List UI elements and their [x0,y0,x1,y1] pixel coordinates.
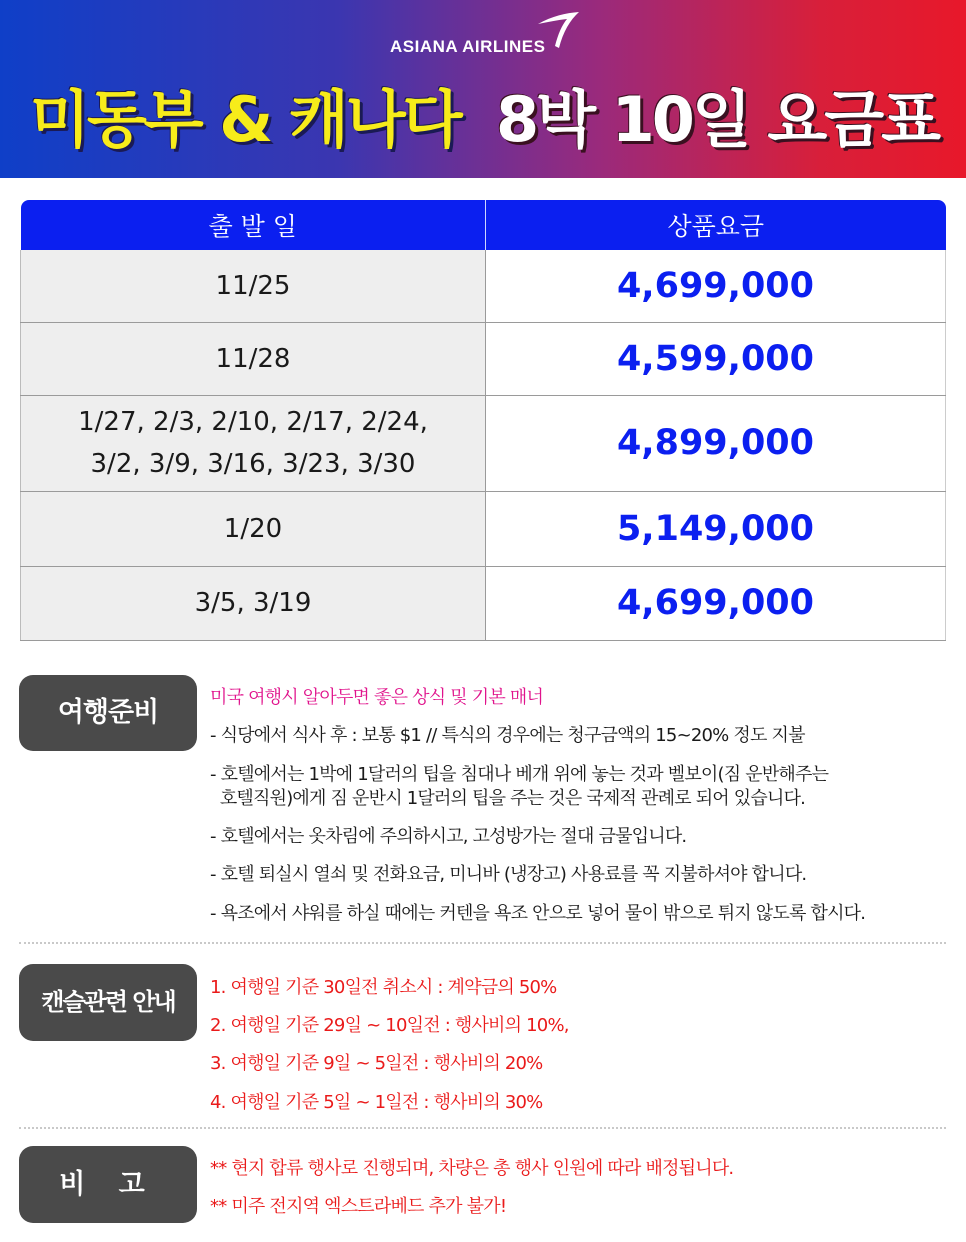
product-price: 4,599,000 [486,322,946,395]
header-banner [0,0,966,178]
price-table-header [21,200,946,250]
departure-date [21,395,486,491]
travel-prep-item: - 호텔에서는 1박에 1달러의 팁을 침대나 베개 위에 놓는 것과 벨보이(짐 운반해주는 [210,764,829,785]
product-price: 4,899,000 [486,395,946,491]
travel-prep-subtitle: 미국 여행시 알아두면 좋은 상식 및 기본 매너 [210,687,544,708]
table-row [21,491,946,566]
page-title-destination: 미동부 & 캐나다 [30,83,460,156]
departure-date [21,566,486,640]
page-title-duration: 8박 10일 요금표 [496,83,939,156]
travel-prep-item: - 욕조에서 샤워를 하실 때에는 커텐을 욕조 안으로 넣어 물이 밖으로 튀지 않도록 합시다. [210,903,866,924]
departure-date-text: 3/5, 3/19 [194,588,312,618]
departure-date-text: 1/27, 2/3, 2/10, 2/17, 2/24, [78,407,428,437]
departure-date-text: 1/20 [223,513,283,544]
travel-prep-item: 호텔직원)에게 짐 운반시 1달러의 팁을 주는 것은 국제적 관례로 되어 있습니다. [210,788,806,809]
table-row [21,250,946,322]
departure-date-text: 11/28 [215,343,291,374]
product-price: 5,149,000 [486,491,946,566]
departure-date [21,491,486,566]
cancellation-item: 1. 여행일 기준 30일전 취소시 : 계약금의 50% [210,977,557,998]
departure-date [21,250,486,322]
departure-date-text: 3/2, 3/9, 3/16, 3/23, 3/30 [90,449,416,479]
airline-logo-icon [536,10,580,50]
departure-date-text: 11/25 [215,270,291,301]
travel-prep-item: - 식당에서 식사 후 : 보통 $1 // 특식의 경우에는 청구금액의 15~20% 정도 지불 [210,725,805,746]
cancellation-item: 4. 여행일 기준 5일 ~ 1일전 : 행사비의 30% [210,1092,543,1113]
section-divider [19,942,946,944]
travel-prep-item: - 호텔에서는 옷차림에 주의하시고, 고성방가는 절대 금물입니다. [210,826,687,847]
table-row [21,322,946,395]
column-header-date: 출 발 일 [21,200,486,250]
product-price: 4,699,000 [486,566,946,640]
section-label-travel-prep: 여행준비 [19,675,197,751]
airline-name: ASIANA AIRLINES [390,37,546,56]
cancellation-item: 2. 여행일 기준 29일 ~ 10일전 : 행사비의 10%, [210,1015,569,1036]
price-table [20,200,946,641]
remarks-item: ** 미주 전지역 엑스트라베드 추가 불가! [210,1196,507,1217]
section-label-remarks: 비 고 [19,1146,197,1223]
cancellation-item: 3. 여행일 기준 9일 ~ 5일전 : 행사비의 20% [210,1053,543,1074]
column-header-price: 상품요금 [486,200,946,250]
remarks-item: ** 현지 합류 행사로 진행되며, 차량은 총 행사 인원에 따라 배정됩니다. [210,1158,734,1179]
table-row [21,566,946,640]
product-price: 4,699,000 [486,250,946,322]
section-divider [19,1127,946,1129]
departure-date [21,322,486,395]
table-row [21,395,946,491]
travel-prep-item: - 호텔 퇴실시 열쇠 및 전화요금, 미니바 (냉장고) 사용료를 꼭 지불하셔야 합니다. [210,864,807,885]
section-label-cancellation: 캔슬관련 안내 [19,964,197,1041]
